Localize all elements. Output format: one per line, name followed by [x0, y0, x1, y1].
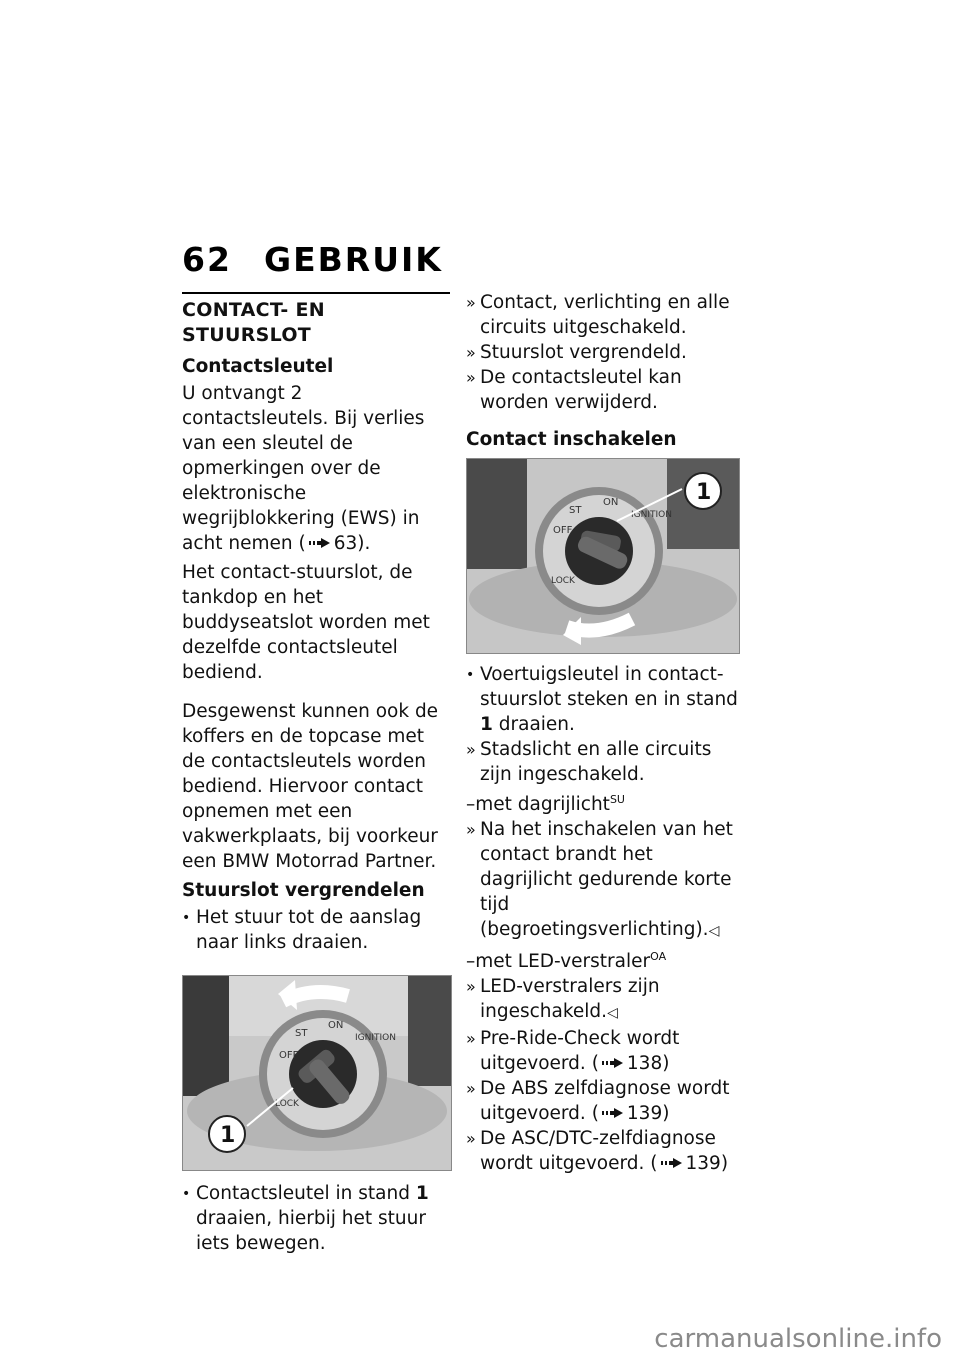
key-paragraph-1: U ontvangt 2 contactsleutels. Bij verlies van een sleutel de opmerkingen over de elektronische wegrijblokkering (EWS) in acht nemen ( 63).: [182, 383, 425, 554]
on-result-5: » De ABS zelfdiagnose wordt uitgevoerd. ( 139): [466, 1078, 730, 1125]
on-result-4: » Pre-Ride-Check wordt uitgevoerd. ( 138): [466, 1028, 680, 1075]
on-heading: Contact inschakelen: [466, 429, 677, 450]
svg-text:OFF: OFF: [279, 1050, 299, 1061]
result-1: » Contact, verlichting en alle circuits uitgeschakeld.: [466, 292, 730, 338]
on-result-6: » De ASC/DTC-zelfdiagnose wordt uitgevoerd. ( 139): [466, 1128, 729, 1175]
end-marker-icon: ◁: [607, 1005, 618, 1022]
key-paragraph-3: Desgewenst kunnen ook de koffers en de topcase met de contactsleutels worden bediend. Hiervoor contact opnemen met een vakwerkplaats, bij voorkeur een BMW Motorrad Partner.: [182, 701, 439, 872]
svg-text:LOCK: LOCK: [275, 1099, 299, 1109]
condition-daylight: –met dagrijlicht$^{SU}$: [466, 793, 625, 816]
on-result-2: » Na het inschakelen van het contact brandt het dagrijlicht gedurende korte tijd (begroetingsverlichting).◁: [466, 819, 733, 941]
result-2: » Stuurslot vergrendeld.: [466, 342, 687, 363]
on-step-1: • Voertuigsleutel in contact-stuurslot steken en in stand 1 draaien.: [466, 664, 738, 735]
svg-text:1: 1: [696, 480, 712, 505]
right-column: [466, 290, 742, 1176]
end-marker-icon: ◁: [708, 923, 720, 940]
svg-text:ST: ST: [569, 505, 582, 516]
page-number: 62: [182, 240, 232, 279]
left-column: [182, 292, 452, 1256]
chapter-title: GEBRUIK: [264, 240, 443, 279]
condition-led: –met LED-verstraler$^{OA}$: [466, 950, 667, 973]
key-paragraph-2: Het contact-stuurslot, de tankdop en het buddyseatslot worden met dezelfde contactsleutel bediend.: [182, 562, 430, 683]
svg-text:ON: ON: [603, 497, 619, 508]
svg-text:ST: ST: [295, 1028, 308, 1039]
svg-text:OFF: OFF: [553, 525, 573, 536]
lock-step-2: • Contactsleutel in stand 1 draaien, hierbij het stuur iets bewegen.: [182, 1183, 429, 1254]
watermark: carmanualsonline.info: [654, 1324, 942, 1354]
section-title: CONTACT- EN STUURSLOT: [182, 292, 450, 348]
svg-text:LOCK: LOCK: [551, 576, 575, 586]
lock-figure: [182, 975, 452, 1171]
lock-heading: Stuurslot vergrendelen: [182, 880, 425, 901]
lock-step-1: • Het stuur tot de aanslag naar links draaien.: [182, 907, 422, 953]
svg-text:IGNITION: IGNITION: [631, 510, 672, 520]
page-header: [182, 240, 443, 279]
key-heading: Contactsleutel: [182, 356, 334, 377]
result-3: » De contactsleutel kan worden verwijderd.: [466, 367, 682, 413]
arrow-ref-icon: [602, 1108, 624, 1118]
ignition-figure: [466, 458, 740, 654]
on-result-1: » Stadslicht en alle circuits zijn ingeschakeld.: [466, 739, 712, 785]
on-result-3: » LED-verstralers zijn ingeschakeld.◁: [466, 976, 660, 1023]
svg-text:1: 1: [220, 1123, 236, 1148]
arrow-ref-icon: [309, 538, 331, 548]
arrow-ref-icon: [661, 1158, 683, 1168]
svg-text:IGNITION: IGNITION: [355, 1033, 396, 1043]
arrow-ref-icon: [602, 1058, 624, 1068]
svg-text:ON: ON: [328, 1020, 344, 1031]
